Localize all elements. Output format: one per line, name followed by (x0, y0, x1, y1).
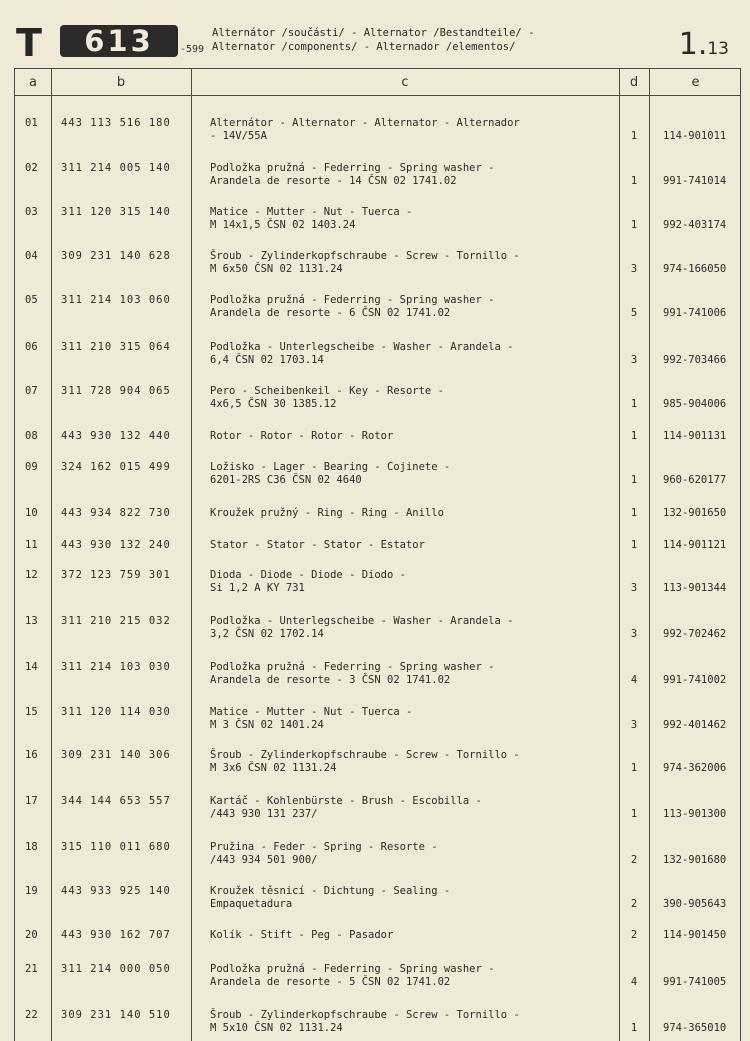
column-header-d: d (629, 75, 639, 90)
quantity: 1 (630, 507, 638, 519)
part-description (210, 615, 513, 641)
page-number (678, 27, 729, 64)
part-number: 309 231 140 306 (61, 749, 171, 761)
description-line: 3,2 ČSN 02 1702.14 (210, 628, 324, 640)
part-description (210, 206, 412, 232)
column-divider (619, 69, 620, 1041)
description-line: Arandela de resorte - 14 ČSN 02 1741.02 (210, 175, 457, 187)
part-description (210, 117, 520, 143)
position-number: 01 (25, 117, 38, 129)
position-number: 22 (25, 1009, 38, 1021)
part-number: 344 144 653 557 (61, 795, 171, 807)
part-description (210, 706, 412, 732)
reference-number: 991-741005 (663, 976, 727, 988)
quantity: 1 (630, 175, 638, 187)
column-divider (191, 69, 192, 1041)
quantity: 1 (630, 762, 638, 774)
description-line: Podložka pružná - Federring - Spring washer - (210, 661, 495, 673)
description-line: Ložisko - Lager - Bearing - Cojinete - (210, 461, 451, 473)
part-number: 324 162 015 499 (61, 461, 171, 473)
quantity: 1 (630, 219, 638, 231)
quantity: 3 (630, 628, 638, 640)
part-number: 311 214 000 050 (61, 963, 171, 975)
page-number-sub: 13 (707, 39, 729, 59)
part-number: 311 210 215 032 (61, 615, 171, 627)
part-description (210, 795, 482, 821)
reference-number: 114-901450 (663, 929, 727, 941)
column-header-e: e (691, 75, 700, 90)
part-number: 315 110 011 680 (61, 841, 171, 853)
description-line: Podložka pružná - Federring - Spring washer - (210, 963, 495, 975)
description-line: Podložka - Unterlegscheibe - Washer - Arandela - (210, 615, 514, 627)
description-line: M 6x50 ČSN 02 1131.24 (210, 263, 343, 275)
part-number: 311 120 114 030 (61, 706, 171, 718)
column-divider (51, 69, 52, 1041)
description-line: 6,4 ČSN 02 1703.14 (210, 354, 324, 366)
position-number: 05 (25, 294, 38, 306)
position-number: 19 (25, 885, 38, 897)
description-line: Podložka pružná - Federring - Spring washer - (210, 162, 495, 174)
description-line: Kroužek těsnicí - Dichtung - Sealing - (210, 885, 451, 897)
description-line: M 14x1,5 ČSN 02 1403.24 (210, 219, 356, 231)
position-number: 14 (25, 661, 38, 673)
reference-number: 974-365010 (663, 1022, 727, 1034)
logo-suffix: -599 (180, 44, 205, 55)
page-number-main: 1. (678, 27, 708, 62)
part-description (210, 885, 450, 911)
description-line: Si 1,2 A KY 731 (210, 582, 305, 594)
reference-number: 992-702462 (663, 628, 727, 640)
reference-number: 113-901344 (663, 582, 727, 594)
reference-number: 991-741002 (663, 674, 727, 686)
title-line-1: Alternátor /součásti/ - Alternator /Bestandteile/ - (212, 27, 535, 39)
part-number: 309 231 140 628 (61, 250, 171, 262)
quantity: 1 (630, 808, 638, 820)
part-number: 443 934 822 730 (61, 507, 171, 519)
description-line: M 3x6 ČSN 02 1131.24 (210, 762, 337, 774)
description-line: M 3 ČSN 02 1401.24 (210, 719, 324, 731)
part-description (210, 294, 494, 320)
part-description (210, 539, 425, 552)
position-number: 09 (25, 461, 38, 473)
quantity: 1 (630, 539, 638, 551)
description-line: Pero - Scheibenkeil - Key - Resorte - (210, 385, 444, 397)
position-number: 08 (25, 430, 38, 442)
position-number: 04 (25, 250, 38, 262)
logo-model: 613 (60, 25, 178, 57)
part-description (210, 507, 444, 520)
reference-number: 114-901011 (663, 130, 727, 142)
part-number: 311 214 005 140 (61, 162, 171, 174)
quantity: 1 (630, 1022, 638, 1034)
part-description (210, 569, 406, 595)
quantity: 5 (630, 307, 638, 319)
position-number: 18 (25, 841, 38, 853)
description-line: Matice - Mutter - Nut - Tuerca - (210, 206, 413, 218)
description-line: Kolík - Stift - Peg - Pasador (210, 929, 394, 941)
position-number: 13 (25, 615, 38, 627)
description-line: 4x6,5 ČSN 30 1385.12 (210, 398, 337, 410)
reference-number: 390-905643 (663, 898, 727, 910)
part-description (210, 430, 393, 443)
description-line: Šroub - Zylinderkopfschraube - Screw - Tornillo - (210, 250, 520, 262)
part-number: 311 210 315 064 (61, 341, 171, 353)
quantity: 1 (630, 430, 638, 442)
description-line: Arandela de resorte - 3 ČSN 02 1741.02 (210, 674, 451, 686)
position-number: 10 (25, 507, 38, 519)
description-line: Empaquetadura (210, 898, 293, 910)
quantity: 1 (630, 130, 638, 142)
position-number: 02 (25, 162, 38, 174)
description-line: Arandela de resorte - 5 ČSN 02 1741.02 (210, 976, 451, 988)
reference-number: 132-901680 (663, 854, 727, 866)
position-number: 06 (25, 341, 38, 353)
position-number: 03 (25, 206, 38, 218)
reference-number: 991-741014 (663, 175, 727, 187)
part-number: 443 930 132 240 (61, 539, 171, 551)
reference-number: 992-403174 (663, 219, 727, 231)
position-number: 20 (25, 929, 38, 941)
column-header-a: a (29, 75, 37, 90)
quantity: 2 (630, 929, 638, 941)
parts-table (14, 68, 741, 1041)
reference-number: 114-901121 (663, 539, 727, 551)
column-header-row (15, 69, 740, 96)
part-number: 443 113 516 180 (61, 117, 171, 129)
description-line: Matice - Mutter - Nut - Tuerca - (210, 706, 413, 718)
quantity: 3 (630, 719, 638, 731)
part-description (210, 661, 494, 687)
reference-number: 992-401462 (663, 719, 727, 731)
part-description (210, 385, 444, 411)
description-line: Podložka pružná - Federring - Spring washer - (210, 294, 495, 306)
description-line: 6201-2RS C36 ČSN 02 4640 (210, 474, 362, 486)
description-line: Dioda - Diode - Diode - Diodo - (210, 569, 406, 581)
position-number: 12 (25, 569, 38, 581)
part-number: 309 231 140 510 (61, 1009, 171, 1021)
position-number: 16 (25, 749, 38, 761)
quantity: 4 (630, 674, 638, 686)
description-line: M 5x10 ČSN 02 1131.24 (210, 1022, 343, 1034)
column-header-b: b (116, 75, 126, 90)
page-header (14, 22, 741, 68)
reference-number: 992-703466 (663, 354, 727, 366)
quantity: 1 (630, 398, 638, 410)
description-line: - 14V/55A (210, 130, 267, 142)
description-line: /443 930 131 237/ (210, 808, 318, 820)
position-number: 07 (25, 385, 38, 397)
column-header-c: c (401, 75, 409, 90)
part-description (210, 841, 438, 867)
part-description (210, 1009, 520, 1035)
part-number: 443 930 132 440 (61, 430, 171, 442)
part-number: 311 728 904 065 (61, 385, 171, 397)
description-line: Arandela de resorte - 6 ČSN 02 1741.02 (210, 307, 451, 319)
reference-number: 960-620177 (663, 474, 727, 486)
description-line: Rotor - Rotor - Rotor - Rotor (210, 430, 394, 442)
column-divider (649, 69, 650, 1041)
description-line: Alternátor - Alternator - Alternator - Alternador (210, 117, 520, 129)
reference-number: 974-166050 (663, 263, 727, 275)
logo-letter: T (16, 21, 41, 65)
page-title (212, 26, 534, 54)
part-description (210, 929, 393, 942)
part-description (210, 963, 494, 989)
position-number: 17 (25, 795, 38, 807)
part-description (210, 162, 494, 188)
description-line: Stator - Stator - Stator - Estator (210, 539, 425, 551)
quantity: 3 (630, 354, 638, 366)
part-number: 311 214 103 030 (61, 661, 171, 673)
quantity: 2 (630, 854, 638, 866)
part-description (210, 461, 450, 487)
quantity: 1 (630, 474, 638, 486)
part-description (210, 250, 520, 276)
title-line-2: Alternator /components/ - Alternador /elementos/ (212, 41, 516, 53)
description-line: Pružina - Feder - Spring - Resorte - (210, 841, 438, 853)
quantity: 3 (630, 582, 638, 594)
reference-number: 132-901650 (663, 507, 727, 519)
quantity: 4 (630, 976, 638, 988)
reference-number: 985-904006 (663, 398, 727, 410)
part-number: 311 120 315 140 (61, 206, 171, 218)
part-number: 372 123 759 301 (61, 569, 171, 581)
reference-number: 113-901300 (663, 808, 727, 820)
description-line: Kroužek pružný - Ring - Ring - Anillo (210, 507, 444, 519)
part-description (210, 341, 513, 367)
reference-number: 991-741006 (663, 307, 727, 319)
description-line: Šroub - Zylinderkopfschraube - Screw - Tornillo - (210, 749, 520, 761)
description-line: Kartáč - Kohlenbürste - Brush - Escobilla - (210, 795, 482, 807)
position-number: 15 (25, 706, 38, 718)
position-number: 21 (25, 963, 38, 975)
quantity: 2 (630, 898, 638, 910)
part-number: 443 933 925 140 (61, 885, 171, 897)
reference-number: 114-901131 (663, 430, 727, 442)
part-number: 311 214 103 060 (61, 294, 171, 306)
description-line: Šroub - Zylinderkopfschraube - Screw - Tornillo - (210, 1009, 520, 1021)
description-line: /443 934 501 900/ (210, 854, 318, 866)
part-number: 443 930 162 707 (61, 929, 171, 941)
reference-number: 974-362006 (663, 762, 727, 774)
description-line: Podložka - Unterlegscheibe - Washer - Arandela - (210, 341, 514, 353)
part-description (210, 749, 520, 775)
position-number: 11 (25, 539, 38, 551)
quantity: 3 (630, 263, 638, 275)
